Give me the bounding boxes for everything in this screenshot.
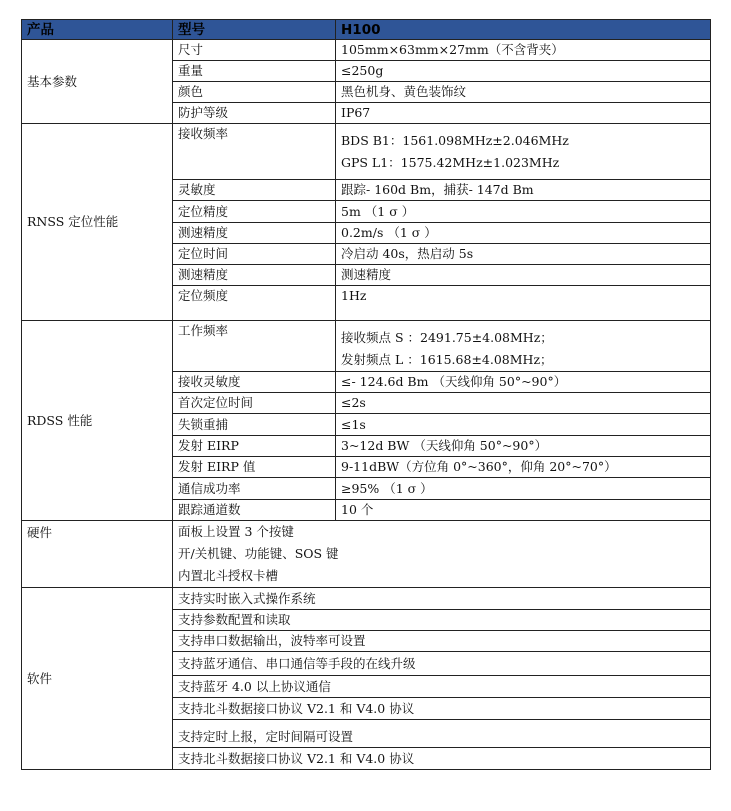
freq-line: 接收频点 S ：2491.75±4.08MHz；	[341, 330, 553, 345]
row-label: 重量	[173, 61, 336, 82]
software-item: 支持实时嵌入式操作系统	[173, 588, 711, 610]
row-value: IP67	[336, 103, 711, 124]
row-value: ≤250g	[336, 61, 711, 82]
row-label: 跟踪通道数	[173, 500, 336, 521]
header-model: 型号	[173, 20, 336, 40]
table-row	[22, 521, 711, 588]
category-rdss: RDSS 性能	[22, 321, 173, 521]
row-label: 接收频率	[173, 124, 336, 180]
row-value: ≤2s	[336, 393, 711, 414]
row-label: 灵敏度	[173, 180, 336, 201]
row-value-multiline	[336, 321, 711, 372]
row-label: 定位时间	[173, 244, 336, 265]
table-row	[22, 124, 711, 180]
row-value: 5m （1 σ ）	[336, 201, 711, 223]
row-label: 失锁重捕	[173, 414, 336, 436]
freq-line: GPS L1：1575.42MHz±1.023MHz	[341, 154, 560, 170]
software-item: 支持蓝牙 4.0 以上协议通信	[173, 676, 711, 698]
spec-table	[21, 19, 711, 770]
software-item: 支持定时上报，定时间隔可设置	[173, 720, 711, 748]
row-label: 发射 EIRP	[173, 436, 336, 457]
hardware-line: 开/关机键、功能键、SOS 键	[178, 546, 339, 561]
freq-line: 发射频点 L ：1615.68±4.08MHz；	[341, 352, 553, 367]
row-label: 定位精度	[173, 201, 336, 223]
hardware-lines	[173, 521, 711, 588]
row-label: 通信成功率	[173, 478, 336, 500]
row-label: 接收灵敏度	[173, 372, 336, 393]
software-item: 支持参数配置和读取	[173, 610, 711, 631]
software-item: 支持北斗数据接口协议 V2.1 和 V4.0 协议	[173, 698, 711, 720]
row-label: 测速精度	[173, 265, 336, 286]
row-label: 测速精度	[173, 223, 336, 244]
row-value: 跟踪- 160d Bm，捕获- 147d Bm	[336, 180, 711, 201]
row-value: ≥95% （1 σ ）	[336, 478, 711, 500]
software-item: 支持北斗数据接口协议 V2.1 和 V4.0 协议	[173, 748, 711, 770]
row-label: 颜色	[173, 82, 336, 103]
table-row	[22, 321, 711, 372]
table-row	[22, 588, 711, 610]
row-label: 尺寸	[173, 40, 336, 61]
row-value: 冷启动 40s，热启动 5s	[336, 244, 711, 265]
row-value: 9-11dBW（方位角 0°~360°，仰角 20°~70°）	[336, 457, 711, 478]
row-label: 防护等级	[173, 103, 336, 124]
header-model-value: H100	[336, 20, 711, 40]
header-product: 产品	[22, 20, 173, 40]
row-value-multiline	[336, 124, 711, 180]
row-value: ≤1s	[336, 414, 711, 436]
row-value: 1Hz	[336, 286, 711, 321]
freq-line: BDS B1：1561.098MHz±2.046MHz	[341, 132, 569, 148]
row-label: 工作频率	[173, 321, 336, 372]
category-rnss: RNSS 定位性能	[22, 124, 173, 321]
row-label: 定位频度	[173, 286, 336, 321]
table-row	[22, 40, 711, 61]
hardware-line: 面板上设置 3 个按键	[178, 524, 294, 539]
row-value: 3~12d BW （天线仰角 50°~90°）	[336, 436, 711, 457]
software-item: 支持蓝牙通信、串口通信等手段的在线升级	[173, 652, 711, 676]
row-value: 0.2m/s （1 σ ）	[336, 223, 711, 244]
row-label: 首次定位时间	[173, 393, 336, 414]
category-hardware: 硬件	[22, 521, 173, 588]
row-label: 发射 EIRP 值	[173, 457, 336, 478]
category-basic: 基本参数	[22, 40, 173, 124]
row-value: 黑色机身、黄色装饰纹	[336, 82, 711, 103]
row-value: 10 个	[336, 500, 711, 521]
software-item: 支持串口数据输出，波特率可设置	[173, 631, 711, 652]
row-value: 105mm×63mm×27mm（不含背夹）	[336, 40, 711, 61]
row-value: 测速精度	[336, 265, 711, 286]
row-value: ≤- 124.6d Bm （天线仰角 50°~90°）	[336, 372, 711, 393]
category-software: 软件	[22, 588, 173, 770]
table-header-row	[22, 20, 711, 40]
hardware-line: 内置北斗授权卡槽	[178, 568, 279, 583]
